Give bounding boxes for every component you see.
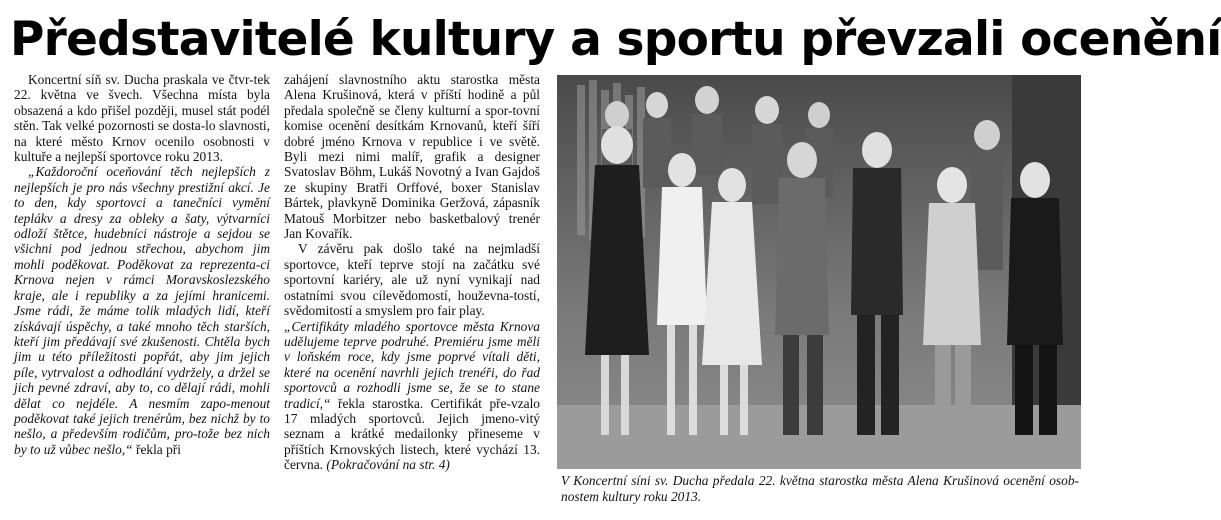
mayor-quote: „Každoroční oceňování těch nejlepších z nejlepších je pro nás všechny prestižní akcí. Je to den, kdy sportovci a tanečníci vymění teplákv a dresy za obleky a šaty, výtvarníci odloží štětce, hudebníci nástroje a sejdou se všichni pod jednou střechou, abychom jim mohli poděkovat. Poděkovat za reprezenta-ci Krnova nejen v rámci Moravskoslezského kraje, ale i republiky a za jejími hranicemi. Jsme rádi, že máme tolik mladých lidí, kteří získávají úspěchy, a také mnoho těch starších, kteří jim předávají své zkušenosti. Chtěla bych jim u této příležitosti popřát, aby jim jejich píle, vytrvalost a odhodlání vydržely, a držel se jich pevné zdraví, aby to, co dělají rádi, mohli dělat co nejdéle. A nesmím zapo-menout poděkovat také jejich trenérům, bez nichž by to nešlo, a především rodičům, pro-tože bez nich by to už vůbec nešlo,“ [14,164,270,457]
continued-note[interactable]: (Pokračování na str. 4) [326,457,450,473]
mayor-quote-paragraph [14,164,270,457]
awards-paragraph: zahájení slavnostního aktu starostka města Alena Krušinová, která v příští hodině a půl předala společně se členy kulturní a spor-tovní komise ocenění desítkám Krnovanů, kteří šíří dobré jméno Krnova v republice i ve světě. Byli mezi nimi malíř, grafik a designer Svatoslav Böhm, Lukáš Novotný a Ivan Gajdoš ze skupiny Bratři Orffové, boxer Stanislav Bártek, plavkyně Dominika Geržová, zápasník Matouš Morbitzer nebo basketbalový trenér Jan Kovařík. [284,72,540,242]
certificates-paragraph [284,319,540,473]
article-headline: Představitelé kultury a sportu převzali ocenění [10,12,1221,67]
article-column-2 [284,72,540,512]
mayor-quote-attribution: řekla při [132,441,181,457]
certificates-quote: „Certifikáty mladého sportovce města Krnova udělujeme teprve podruhé. Premiéru jsme měli v loňském roce, kdy jsme poprvé vítali děti, které na ocenění navrhli jejich trenéři, do řad sportovců a rozhodli jsme se, že se to stane tradicí,“ [284,318,540,411]
intro-paragraph: Koncertní síň sv. Ducha praskala ve čtvr-tek 22. května ve švech. Všechna místa byla obsazená a kdo přišel později, musel stát podél stěn. Tak velké pozornosti se dosta-lo slavnosti, na které město Krnov ocenilo osobnosti v kultuře a nejlepší sportovce roku 2013. [14,72,270,165]
group-photo [557,75,1081,469]
young-athletes-paragraph: V závěru pak došlo také na nejmladší sportovce, kteří teprve stojí na začátku své sportovní kariéry, ale už nyní vynikají nad ostatními svou cílevědomostí, houževna-tostí, svědomitostí a smyslem pro fair play. [284,241,540,319]
certificates-text: řekla starostka. Certifikát pře-vzalo 17 mladých sportovců. Jejich jmeno-vitý seznam a krátké medailonky přineseme v příštích Krnovských listech, které vychází 13. června. [284,395,540,473]
group-photo-illustration [557,75,1081,469]
photo-caption: V Koncertní síni sv. Ducha předala 22. května starostka města Alena Krušinová ocenění osob-nostem kultury roku 2013. [561,473,1079,504]
article-column-1 [14,72,270,512]
